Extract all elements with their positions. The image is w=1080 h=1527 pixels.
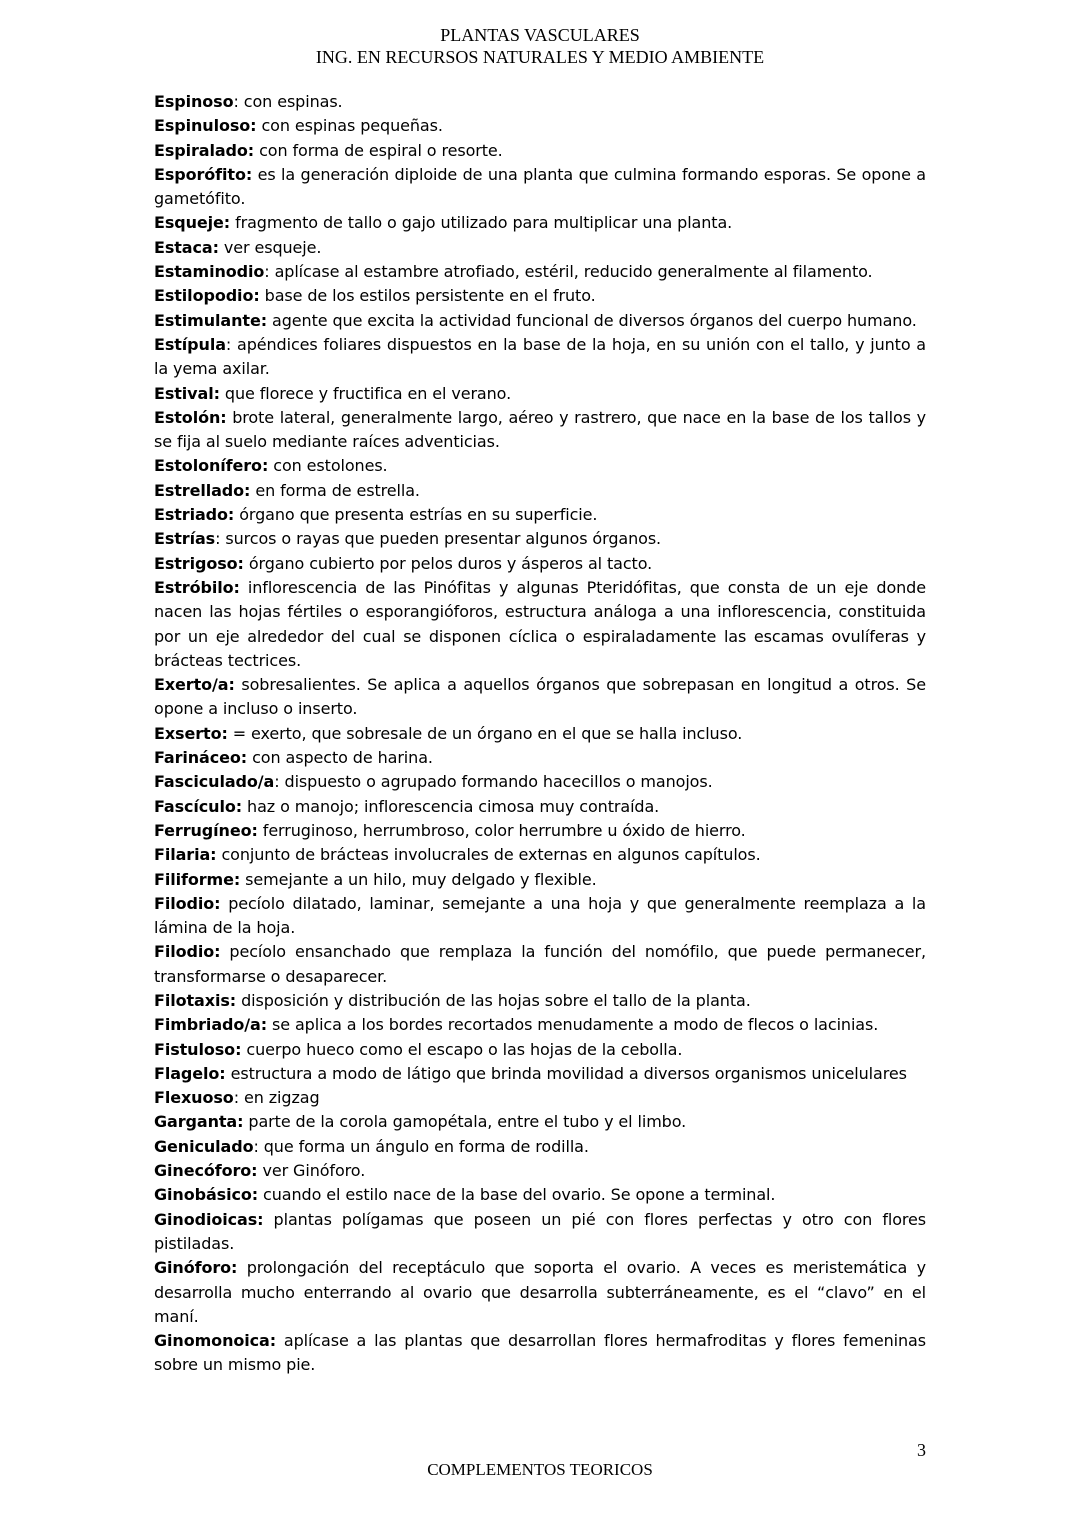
glossary-definition: fragmento de tallo o gajo utilizado para multiplicar una planta. (235, 213, 733, 233)
glossary-definition: en zigzag (243, 1088, 320, 1108)
glossary-term: Estrigoso: (154, 553, 244, 573)
glossary-entry (154, 1013, 926, 1037)
glossary-term: Garganta: (154, 1112, 244, 1132)
header-subtitle: ING. EN RECURSOS NATURALES Y MEDIO AMBIENTE (315, 47, 765, 67)
glossary-term: Estaca: (154, 237, 219, 257)
glossary-definition: con aspecto de harina. (252, 748, 433, 768)
glossary-term: Estolón: (154, 407, 227, 427)
glossary-definition: apéndices foliares dispuestos en la base de la hoja, en su unión con el tallo, y junto a la yema axilar. (154, 334, 926, 379)
glossary-definition: semejante a un hilo, muy delgado y flexible. (245, 869, 597, 889)
glossary-term: Ginecóforo: (154, 1161, 258, 1181)
glossary-definition: ver esqueje. (223, 237, 322, 257)
term-separator: : (225, 334, 237, 354)
glossary-term: Estilopodio: (154, 286, 260, 306)
glossary-definition: cuerpo hueco como el escapo o las hojas de la cebolla. (246, 1039, 683, 1059)
glossary-list (154, 90, 926, 1378)
glossary-term: Fascículo: (154, 796, 243, 816)
glossary-term: Estípula (154, 334, 226, 354)
page-header (0, 24, 1080, 68)
glossary-entry (154, 819, 926, 843)
term-separator: : (233, 92, 244, 111)
glossary-definition: que forma un ángulo en forma de rodilla. (263, 1136, 589, 1156)
term-separator: : (253, 1136, 264, 1156)
glossary-entry (154, 892, 926, 941)
glossary-term: Fimbriado/a: (154, 1015, 267, 1035)
glossary-term: Ginomonoica: (154, 1331, 277, 1351)
glossary-definition: cuando el estilo nace de la base del ovario. Se opone a terminal. (263, 1185, 776, 1205)
glossary-definition: inflorescencia de las Pinófitas y algunas Pteridófitas, que consta de un eje donde nacen las hojas fértiles o esporangióforos, estructura análoga a una inflorescencia, constituida por un eje alrededor del cual se disponen cíclica o espiraladamente las escamas ovulíferas y brácteas tectrices. (154, 577, 926, 670)
glossary-term: Flexuoso (154, 1088, 234, 1108)
glossary-definition: estructura a modo de látigo que brinda movilidad a diversos organismos unicelulares (230, 1063, 907, 1083)
glossary-term: Espiralado: (154, 140, 255, 160)
glossary-definition: conjunto de brácteas involucrales de externas en algunos capítulos. (221, 845, 761, 865)
glossary-entry (154, 90, 926, 114)
glossary-term: Esporófito: (154, 164, 253, 184)
glossary-term: Estimulante: (154, 310, 268, 330)
glossary-term: Flagelo: (154, 1063, 226, 1083)
glossary-term: Filotaxis: (154, 990, 237, 1010)
header-title: PLANTAS VASCULARES (440, 25, 640, 45)
glossary-definition: con espinas pequeñas. (261, 116, 443, 136)
page-number: 3 (917, 1440, 926, 1460)
glossary-definition: disposición y distribución de las hojas sobre el tallo de la planta. (241, 990, 751, 1010)
glossary-definition: surcos o rayas que pueden presentar algunos órganos. (225, 529, 662, 549)
glossary-term: Estaminodio (154, 262, 265, 282)
glossary-entry (154, 1062, 926, 1086)
glossary-term: Ginobásico: (154, 1185, 259, 1205)
glossary-entry (154, 406, 926, 455)
term-separator: : (274, 772, 285, 792)
glossary-term: Filaria: (154, 845, 217, 865)
glossary-entry (154, 114, 926, 138)
glossary-term: Exerto/a: (154, 675, 235, 695)
glossary-entry (154, 479, 926, 503)
glossary-entry (154, 211, 926, 235)
glossary-definition: con forma de espiral o resorte. (259, 140, 503, 160)
glossary-entry (154, 139, 926, 163)
glossary-entry (154, 1159, 926, 1183)
glossary-entry (154, 454, 926, 478)
glossary-term: Filodio: (154, 942, 221, 962)
glossary-entry (154, 552, 926, 576)
glossary-term: Estolonífero: (154, 456, 269, 476)
glossary-entry (154, 868, 926, 892)
term-separator (276, 1331, 284, 1350)
glossary-term: Estrellado: (154, 480, 251, 500)
glossary-entry (154, 770, 926, 794)
glossary-definition: que florece y fructifica en el verano. (224, 383, 512, 403)
glossary-term: Estróbilo: (154, 577, 240, 597)
glossary-entry (154, 309, 926, 333)
glossary-definition: se aplica a los bordes recortados menudamente a modo de flecos o lacinias. (272, 1015, 879, 1035)
glossary-term: Exserto: (154, 723, 228, 743)
glossary-definition: base de los estilos persistente en el fruto. (264, 286, 596, 306)
page-footer: COMPLEMENTOS TEORICOS (427, 1460, 653, 1479)
glossary-entry (154, 1329, 926, 1378)
glossary-entry (154, 382, 926, 406)
glossary-term: Esqueje: (154, 213, 231, 233)
glossary-entry (154, 1135, 926, 1159)
glossary-entry (154, 1086, 926, 1110)
glossary-definition: = exerto, que sobresale de un órgano en el que se halla incluso. (232, 723, 743, 743)
glossary-entry (154, 843, 926, 867)
glossary-term: Geniculado (154, 1136, 254, 1156)
glossary-term: Estriado: (154, 505, 235, 525)
glossary-entry (154, 260, 926, 284)
glossary-term: Farináceo: (154, 748, 248, 768)
term-separator (240, 578, 248, 597)
glossary-definition: es la generación diploide de una planta que culmina formando esporas. Se opone a gametófito. (154, 164, 926, 209)
glossary-term: Filodio: (154, 893, 221, 913)
glossary-entry (154, 1183, 926, 1207)
glossary-entry (154, 284, 926, 308)
glossary-term: Estrías (154, 529, 216, 549)
glossary-entry (154, 940, 926, 989)
glossary-entry (154, 333, 926, 382)
term-separator: : (233, 1088, 244, 1108)
glossary-definition: pecíolo ensanchado que remplaza la función del nomófilo, que puede permanecer, transformarse o desaparecer. (154, 942, 926, 986)
glossary-term: Ginóforo: (154, 1258, 238, 1278)
glossary-definition: en forma de estrella. (255, 480, 420, 500)
glossary-entry (154, 673, 926, 722)
glossary-entry (154, 236, 926, 260)
glossary-definition: órgano que presenta estrías en su superficie. (239, 505, 598, 525)
glossary-definition: órgano cubierto por pelos duros y ásperos al tacto. (248, 553, 653, 573)
glossary-entry (154, 746, 926, 770)
glossary-entry (154, 527, 926, 551)
glossary-definition: sobresalientes. Se aplica a aquellos órganos que sobrepasan en longitud a otros. Se opone a incluso o inserto. (154, 675, 926, 719)
glossary-definition: agente que excita la actividad funcional de diversos órganos del cuerpo humano. (272, 310, 917, 330)
glossary-definition: haz o manojo; inflorescencia cimosa muy contraída. (247, 796, 660, 816)
glossary-definition: prolongación del receptáculo que soporta el ovario. A veces es meristemática y desarrolla mucho enterrando al ovario que desarrolla subterráneamente, es el “clavo” en el maní. (154, 1258, 926, 1326)
glossary-definition: brote lateral, generalmente largo, aéreo y rastrero, que nace en la base de los tallos y se fija al suelo mediante raíces adventicias. (154, 407, 926, 452)
glossary-definition: aplícase a las plantas que desarrollan flores hermafroditas y flores femeninas sobre un mismo pie. (154, 1331, 926, 1375)
glossary-definition: ver Ginóforo. (262, 1161, 366, 1181)
term-separator (237, 1258, 246, 1277)
glossary-entry (154, 722, 926, 746)
glossary-term: Espinoso (154, 92, 234, 111)
glossary-entry (154, 1256, 926, 1329)
glossary-definition: pecíolo dilatado, laminar, semejante a una hoja y que generalmente reemplaza a la lámina de la hoja. (154, 893, 926, 938)
glossary-entry (154, 576, 926, 673)
glossary-entry (154, 1110, 926, 1134)
term-separator: : (264, 262, 275, 282)
glossary-term: Ginodioicas: (154, 1209, 264, 1229)
glossary-definition: ferruginoso, herrumbroso, color herrumbre u óxido de hierro. (262, 820, 746, 840)
glossary-entry (154, 503, 926, 527)
glossary-definition: parte de la corola gamopétala, entre el tubo y el limbo. (248, 1112, 687, 1132)
glossary-definition: con espinas. (243, 92, 343, 111)
glossary-definition: con estolones. (273, 456, 388, 476)
glossary-definition: plantas polígamas que poseen un pié con flores perfectas y otro con flores pistiladas. (154, 1209, 926, 1253)
glossary-term: Filiforme: (154, 869, 241, 889)
glossary-entry (154, 1208, 926, 1257)
glossary-entry (154, 795, 926, 819)
glossary-term: Estival: (154, 383, 220, 403)
glossary-term: Ferrugíneo: (154, 820, 258, 840)
glossary-definition: aplícase al estambre atrofiado, estéril, reducido generalmente al filamento. (274, 262, 873, 282)
glossary-entry (154, 163, 926, 212)
glossary-term: Fasciculado/a (154, 772, 275, 792)
glossary-term: Espinuloso: (154, 116, 257, 136)
glossary-term: Fistuloso: (154, 1039, 242, 1059)
glossary-entry (154, 989, 926, 1013)
glossary-definition: dispuesto o agrupado formando hacecillos o manojos. (284, 772, 713, 792)
glossary-entry (154, 1038, 926, 1062)
term-separator: : (215, 529, 226, 549)
term-separator (263, 1210, 273, 1229)
